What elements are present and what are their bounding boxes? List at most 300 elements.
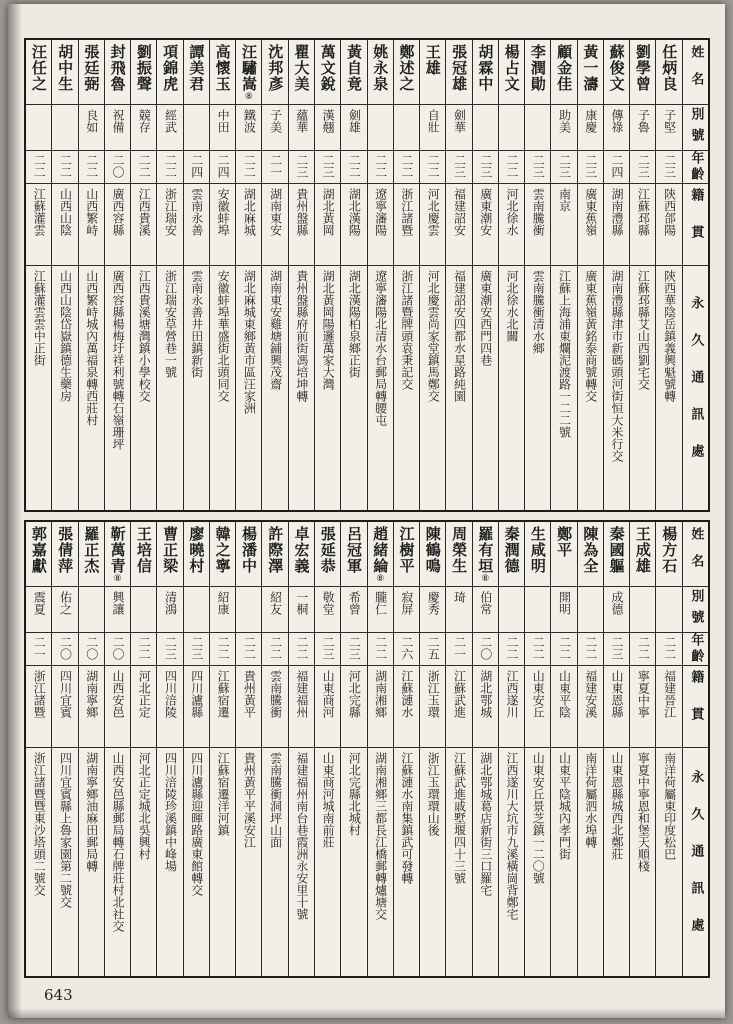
person-address-cell <box>131 747 156 976</box>
scan-left-edge-shadow <box>8 4 22 1018</box>
person-alias-cell <box>315 104 340 150</box>
person-alias-cell <box>262 586 287 632</box>
person-native: 寧夏中寧 <box>636 670 651 718</box>
person-name: 楊潘中 <box>239 526 258 574</box>
person-age-cell <box>578 632 603 665</box>
column-header-age <box>683 150 708 183</box>
person-alias-cell <box>26 104 51 150</box>
person-native-cell <box>394 665 419 747</box>
person-alias: 慶秀 <box>426 591 441 615</box>
person-name-cell <box>551 40 576 104</box>
person-native: 江蘇武進 <box>452 670 467 718</box>
person-address: 湖南湘鄉三都長江橋郵轉爐塘交 <box>373 752 388 920</box>
header-label: 永久通訊處 <box>688 295 704 481</box>
person-age: 二三 <box>347 636 362 660</box>
person-native: 浙江諸暨 <box>32 670 47 718</box>
person-alias-cell <box>525 104 550 150</box>
person-native: 浙江玉環 <box>426 670 441 718</box>
person-name: 呂冠軍 <box>345 526 363 574</box>
person-address-cell <box>656 265 681 510</box>
person-name-cell <box>473 40 498 104</box>
person-age: 二二 <box>163 154 178 178</box>
person-name-cell <box>525 40 550 104</box>
person-name-cell <box>289 40 314 104</box>
person-address-cell <box>236 747 261 976</box>
person-name: 汪驌嵩 <box>239 44 258 92</box>
person-alias-cell <box>446 104 471 150</box>
person-name-cell <box>236 40 261 104</box>
person-name-cell <box>446 522 471 586</box>
person-name-cell <box>394 40 419 104</box>
person-age-cell <box>210 150 235 183</box>
person-name: 胡中生 <box>56 44 75 92</box>
person-name: 靳萬青 <box>108 526 127 574</box>
person-name: 張延恭 <box>318 526 337 574</box>
person-name: 許際澤 <box>266 526 285 574</box>
person-alias-cell <box>604 586 629 632</box>
person-age: 二一 <box>452 636 467 660</box>
person-column <box>156 40 182 510</box>
person-native-cell <box>52 665 77 747</box>
person-age: 二二 <box>216 636 231 660</box>
person-native-cell <box>578 183 603 265</box>
person-alias: 一桐 <box>294 591 309 615</box>
person-name-cell <box>420 522 445 586</box>
person-native: 山東安丘 <box>531 670 546 718</box>
person-native: 山西山陰 <box>58 188 73 236</box>
header-label: 姓名 <box>688 45 704 99</box>
person-name: 任炳良 <box>660 44 679 92</box>
person-name: 韓之寧 <box>213 526 232 574</box>
person-address: 遼寧瀋陽北清水台郵局轉腰屯 <box>373 270 388 426</box>
person-alias-cell <box>210 104 235 150</box>
person-alias: 琦 <box>452 591 467 603</box>
person-column <box>393 40 419 510</box>
person-age: 二二 <box>294 636 309 660</box>
person-address: 山西山陰岱嶽鎮德生藥房 <box>58 270 73 402</box>
person-address: 河北慶雲尚家堂鎮馬鄭交 <box>426 270 441 402</box>
person-address: 福建福州南台巷霞洲永安里十號 <box>294 752 309 920</box>
person-age: 二三 <box>557 154 572 178</box>
person-name-cell <box>262 40 287 104</box>
person-alias-cell <box>341 586 366 632</box>
person-address: 湖北漢陽柏泉鄉正街 <box>347 270 362 378</box>
person-alias: 劍雄 <box>347 109 362 133</box>
person-native-cell <box>157 665 182 747</box>
person-native-cell <box>551 183 576 265</box>
person-age: 二二 <box>137 636 152 660</box>
person-age: 二三 <box>452 154 467 178</box>
person-native-cell <box>604 183 629 265</box>
person-address: 山東平陰城內孝門街 <box>557 752 572 860</box>
person-address-cell <box>210 265 235 510</box>
person-address: 廣東蕉嶺黃銘泰商號轉交 <box>583 270 598 402</box>
person-age: 二一 <box>32 636 47 660</box>
person-alias-cell <box>394 586 419 632</box>
person-age-cell <box>131 150 156 183</box>
person-native: 四川瀘縣 <box>189 670 204 718</box>
person-native: 四川宜賓 <box>58 670 73 718</box>
person-alias-cell <box>604 104 629 150</box>
person-alias: 中田 <box>216 109 231 133</box>
person-address-cell <box>105 747 130 976</box>
person-name: 秦國軀 <box>607 526 626 574</box>
person-column <box>26 40 51 510</box>
person-age: 二〇 <box>58 636 73 660</box>
person-native: 湖南寧鄉 <box>84 670 99 718</box>
person-age-cell <box>131 632 156 665</box>
person-address-cell <box>499 747 524 976</box>
person-name: 曹正梁 <box>161 526 180 574</box>
person-age: 二四 <box>189 154 204 178</box>
person-alias-cell <box>630 586 655 632</box>
person-alias-cell <box>105 104 130 150</box>
person-name-cell <box>341 40 366 104</box>
person-column <box>235 40 261 510</box>
person-native: 河北完縣 <box>347 670 362 718</box>
person-name: 李潤勛 <box>528 44 547 92</box>
person-address: 山西安邑縣郵局轉石牌莊村北社交 <box>111 752 125 932</box>
person-address: 廣西容縣楊梅圩祥利號轉石嶺珊坪 <box>111 270 125 450</box>
person-age: 二〇 <box>478 636 493 660</box>
header-label: 永久通訊處 <box>688 769 704 955</box>
directory-table-top <box>24 38 710 512</box>
person-native-cell <box>315 183 340 265</box>
person-name-cell <box>131 522 156 586</box>
person-age: 二〇 <box>111 636 125 660</box>
person-native: 江蘇灌雲 <box>32 188 47 236</box>
person-name: 趙緒綸 <box>371 526 390 574</box>
person-alias-cell <box>131 104 156 150</box>
person-native: 雲南永善 <box>189 188 204 236</box>
person-alias: 助美 <box>557 109 572 133</box>
person-age-cell <box>656 632 681 665</box>
person-age-cell <box>26 632 51 665</box>
column-header-age <box>683 632 708 665</box>
person-column <box>288 522 314 976</box>
person-name: 周榮生 <box>450 526 469 574</box>
person-address-cell <box>630 265 655 510</box>
person-native-cell <box>157 183 182 265</box>
person-age-cell <box>289 632 314 665</box>
person-address-cell <box>446 747 471 976</box>
person-alias-cell <box>131 586 156 632</box>
person-age: 二三 <box>583 154 598 178</box>
person-native: 江西遂川 <box>504 670 519 718</box>
person-native: 福建福州 <box>294 670 309 718</box>
person-alias-cell <box>420 586 445 632</box>
person-address-cell <box>420 265 445 510</box>
person-address: 江蘇武進戚墅堰四十三號 <box>452 752 467 884</box>
person-name: 黃一濤 <box>581 44 600 92</box>
person-native-cell <box>368 665 393 747</box>
person-age: 二二 <box>84 154 99 178</box>
person-address-cell <box>79 747 104 976</box>
person-native: 貴州盤縣 <box>294 188 309 236</box>
person-age: 二二 <box>58 154 73 178</box>
person-address: 廣東潮安西門四巷 <box>478 270 493 366</box>
person-column <box>235 522 261 976</box>
person-alias: 子魯 <box>636 109 651 133</box>
person-address-cell <box>26 265 51 510</box>
person-column <box>445 522 471 976</box>
person-name-cell <box>630 522 655 586</box>
person-column <box>104 522 130 976</box>
person-address: 浙江玉環環山後 <box>426 752 441 836</box>
person-native: 廣東潮安 <box>478 188 493 236</box>
column-header-name <box>683 40 708 104</box>
person-address-cell <box>341 265 366 510</box>
person-alias: 開明 <box>557 591 572 615</box>
person-age: 二三 <box>294 154 309 178</box>
person-native-cell <box>262 665 287 747</box>
person-name: 王雄 <box>423 44 442 76</box>
person-native: 河北慶雲 <box>426 188 441 236</box>
person-native-cell <box>499 665 524 747</box>
person-column <box>51 40 77 510</box>
person-alias-cell <box>525 586 550 632</box>
person-column <box>156 522 182 976</box>
person-age-cell <box>394 632 419 665</box>
person-address-cell <box>341 747 366 976</box>
person-name-cell <box>499 522 524 586</box>
person-name-cell <box>578 522 603 586</box>
person-column <box>130 40 156 510</box>
person-address: 江蘇灌雲雲中正街 <box>32 270 47 366</box>
person-address-cell <box>262 747 287 976</box>
person-name: 項錦虎 <box>161 44 180 92</box>
person-name-cell <box>52 40 77 104</box>
header-label: 別號 <box>688 588 704 631</box>
person-address-cell <box>525 265 550 510</box>
person-alias: 子美 <box>268 109 283 133</box>
person-alias-cell <box>473 104 498 150</box>
person-address-cell <box>656 747 681 976</box>
person-age-cell <box>656 150 681 183</box>
person-address: 福建詔安四都水星路純園 <box>452 270 467 402</box>
person-column <box>78 40 104 510</box>
person-address: 南洋荷屬東印度松巴 <box>662 752 677 860</box>
header-label: 姓名 <box>688 527 704 581</box>
person-native: 湖北麻城 <box>242 188 257 236</box>
person-column <box>550 522 576 976</box>
person-address: 寧夏中寧恩和堡天順棧 <box>636 752 651 872</box>
person-age-cell <box>315 632 340 665</box>
person-address: 山西繁峙城內萬福泉轉西莊村 <box>84 270 99 426</box>
person-address-cell <box>184 265 209 510</box>
person-address-cell <box>630 747 655 976</box>
person-name: 鄭述之 <box>397 44 416 92</box>
person-name: 江樹平 <box>397 526 416 574</box>
person-name: 楊方石 <box>660 526 679 574</box>
person-address: 四川瀘縣迎暉路廣東館轉交 <box>189 752 204 896</box>
person-column <box>603 40 629 510</box>
person-column <box>261 522 287 976</box>
person-native-cell <box>630 183 655 265</box>
person-alias-cell <box>157 586 182 632</box>
person-address-cell <box>79 265 104 510</box>
person-native: 山東平陰 <box>557 670 572 718</box>
person-alias-cell <box>184 104 209 150</box>
person-name: 生咸明 <box>528 526 547 574</box>
person-column <box>104 40 130 510</box>
person-age: 二三 <box>531 154 546 178</box>
person-age-cell <box>79 632 104 665</box>
column-header-address <box>683 265 708 510</box>
person-alias-cell <box>551 104 576 150</box>
person-alias-cell <box>578 586 603 632</box>
person-age: 二二 <box>373 636 388 660</box>
person-native-cell <box>551 665 576 747</box>
person-native: 江蘇宿遷 <box>216 670 231 718</box>
person-age: 二二 <box>636 636 651 660</box>
person-age-cell <box>341 632 366 665</box>
person-native-cell <box>446 665 471 747</box>
person-native-cell <box>525 183 550 265</box>
person-age-cell <box>551 632 576 665</box>
person-address: 安徽蚌埠華盛街北頭同交 <box>216 270 231 402</box>
person-name-cell <box>184 40 209 104</box>
person-address: 南洋荷屬泗水埠轉 <box>583 752 598 848</box>
person-native-cell <box>262 183 287 265</box>
person-address: 江蘇漣水南集鎮武可發轉 <box>399 752 414 884</box>
person-name-cell <box>105 40 130 104</box>
person-age-cell <box>630 150 655 183</box>
person-native-cell <box>394 183 419 265</box>
person-alias-cell <box>551 586 576 632</box>
person-column <box>524 522 550 976</box>
person-column <box>498 522 524 976</box>
directory-table-bottom <box>24 520 710 978</box>
person-age: 二二 <box>504 636 519 660</box>
person-age-cell <box>525 150 550 183</box>
person-name-cell <box>210 40 235 104</box>
person-address-cell <box>578 265 603 510</box>
person-native-cell <box>446 183 471 265</box>
person-alias: 震夏 <box>32 591 47 615</box>
person-native-cell <box>184 183 209 265</box>
person-alias: 紹友 <box>268 591 283 615</box>
person-age: 二六 <box>399 636 414 660</box>
person-age-cell <box>52 632 77 665</box>
person-column <box>209 40 235 510</box>
column-header-alias <box>683 586 708 632</box>
person-address-cell <box>315 265 340 510</box>
person-name-cell <box>52 522 77 586</box>
person-alias-cell <box>394 104 419 150</box>
person-age: 二二 <box>504 154 519 178</box>
person-column <box>78 522 104 976</box>
person-alias: 傳祿 <box>610 109 625 133</box>
person-address: 江西遂川大坑市九溪橫崗背鄭宅 <box>504 752 519 920</box>
person-native: 浙江瑞安 <box>163 188 178 236</box>
person-alias-cell <box>210 586 235 632</box>
person-age: 二一 <box>268 154 283 178</box>
person-mark: ⑧ <box>112 574 123 585</box>
person-column <box>314 40 340 510</box>
person-alias: 佑之 <box>58 591 73 615</box>
person-mark: ⑧ <box>480 574 491 585</box>
person-native-cell <box>368 183 393 265</box>
person-native: 浙江諸暨 <box>399 188 414 236</box>
person-age-cell <box>262 632 287 665</box>
person-name-cell <box>157 40 182 104</box>
person-native-cell <box>131 183 156 265</box>
person-age-cell <box>420 150 445 183</box>
person-native: 湖南東安 <box>268 188 283 236</box>
person-native: 貴州黃平 <box>242 670 257 718</box>
column-header-name <box>683 522 708 586</box>
person-address-cell <box>604 747 629 976</box>
person-age-cell <box>262 150 287 183</box>
person-alias: 自壯 <box>426 109 441 133</box>
person-column <box>51 522 77 976</box>
person-address-cell <box>184 747 209 976</box>
person-age-cell <box>473 150 498 183</box>
person-native-cell <box>499 183 524 265</box>
person-native-cell <box>184 665 209 747</box>
person-age-cell <box>551 150 576 183</box>
person-age-cell <box>236 632 261 665</box>
person-native-cell <box>341 665 366 747</box>
person-alias: 祝備 <box>111 109 125 133</box>
person-address-cell <box>210 747 235 976</box>
person-name-cell <box>578 40 603 104</box>
person-age: 二二 <box>268 636 283 660</box>
person-address-cell <box>157 747 182 976</box>
person-address-cell <box>315 747 340 976</box>
person-address: 四川宜賓縣上魯家園第二號交 <box>58 752 73 908</box>
person-age: 二三 <box>321 636 336 660</box>
person-native: 安徽蚌埠 <box>216 188 231 236</box>
person-alias-cell <box>289 586 314 632</box>
person-age-cell <box>105 150 130 183</box>
person-name: 譚美君 <box>187 44 206 92</box>
person-alias: 良如 <box>84 109 99 133</box>
person-native: 湖南澧縣 <box>610 188 625 236</box>
person-address: 河北徐水北關 <box>504 270 519 342</box>
person-age: 二二 <box>137 154 152 178</box>
person-address-cell <box>394 265 419 510</box>
person-age: 二二 <box>32 154 47 178</box>
person-column <box>367 40 393 510</box>
person-column <box>130 522 156 976</box>
person-name-cell <box>341 522 366 586</box>
header-label: 籍貫 <box>688 669 704 744</box>
person-address-cell <box>525 747 550 976</box>
person-alias-cell <box>52 104 77 150</box>
person-native: 雲南騰衝 <box>531 188 546 236</box>
person-age: 二三 <box>189 636 204 660</box>
person-native-cell <box>473 183 498 265</box>
person-age-cell <box>289 150 314 183</box>
person-name-cell <box>79 40 104 104</box>
person-name-cell <box>289 522 314 586</box>
person-native: 山西安邑 <box>111 670 125 718</box>
person-native: 山東商河 <box>321 670 336 718</box>
person-native-cell <box>525 665 550 747</box>
person-alias-cell <box>79 586 104 632</box>
person-age: 二三 <box>610 636 625 660</box>
person-alias-cell <box>368 104 393 150</box>
person-name-cell <box>79 522 104 586</box>
person-address: 貴州黃平平溪安江 <box>242 752 257 848</box>
person-address-cell <box>52 747 77 976</box>
person-age-cell <box>446 150 471 183</box>
person-address-cell <box>499 265 524 510</box>
person-address: 湖北麻城東鄉黃市區汪家洲 <box>242 270 257 414</box>
person-name: 鄭平 <box>555 526 574 558</box>
